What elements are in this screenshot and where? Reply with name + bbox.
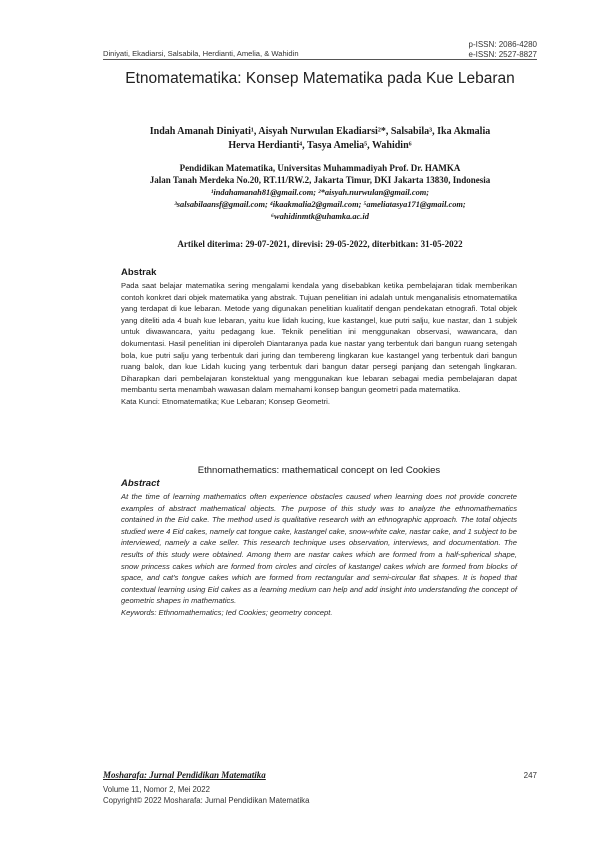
- abstrak-keywords: Kata Kunci: Etnomatematika; Kue Lebaran; Konsep Geometri.: [121, 396, 330, 406]
- english-title: Ethnomathematics: mathematical concept on Ied Cookies: [197, 465, 441, 476]
- email-line-2: ³salsabilaansf@gmail.com; ⁴ikaakmalia2@gmail.com; ⁵ameliatasya171@gmail.com;: [174, 200, 466, 209]
- article-dates: Artikel diterima: 29-07-2021, direvisi: 29-05-2022, diterbitkan: 31-05-2022: [177, 239, 463, 249]
- email-line-3: ⁶wahidinmtk@uhamka.ac.id: [271, 212, 369, 221]
- footer-volume: Volume 11, Nomor 2, Mei 2022: [103, 785, 210, 794]
- e-issn: e-ISSN: 2527-8827: [468, 50, 537, 59]
- author-line-2: Herva Herdianti⁴, Tasya Amelia⁵, Wahidin⁶: [228, 140, 412, 151]
- email-line-1: ¹indahamanah81@gmail.com; ²*aisyah.nurwulan@gmail.com;: [210, 188, 430, 197]
- abstrak-heading: Abstrak: [121, 267, 157, 278]
- page-number: 247: [523, 771, 537, 780]
- issn-block: [469, 40, 538, 60]
- footer-journal-name: Mosharafa: Jurnal Pendidikan Matematika: [103, 770, 266, 780]
- author-list: [103, 125, 537, 153]
- abstract-heading: Abstract: [121, 478, 160, 489]
- affiliation-line-1: Pendidikan Matematika, Universitas Muhammadiyah Prof. Dr. HAMKA: [179, 163, 461, 173]
- footer-copyright: Copyright© 2022 Mosharafa: Jurnal Pendidikan Matematika: [103, 796, 310, 805]
- p-issn: p-ISSN: 2086-4280: [468, 40, 537, 49]
- footer-info: [103, 784, 309, 806]
- affiliation-line-2: Jalan Tanah Merdeka No.20, RT.11/RW.2, Jakarta Timur, DKI Jakarta 13830, Indonesia: [149, 175, 491, 185]
- affiliation: [103, 162, 537, 186]
- abstrak-text: Pada saat belajar matematika sering mengalami kendala yang disebabkan ketika pembelajaran tidak memberikan contoh konkret dari objek matematika yang abstrak. Tujuan penelitian ini adalah untuk menganalisis etnomatematika yang terdapat di kue lebaran. Metode yang digunakan penelitian kualitatif dengan pendekatan etnografi. Total objek yang diteliti ada 4 buah kue lebaran, yaitu kue lidah kucing, kue kastangel, kue putri salju, kue nastar, dan 1 subjek untuk diwawancara, yaitu pedagang kue. Teknik penelitian ini menggunakan observasi, wawancara, dan dokumentasi. Hasil penelitian ini diperoleh Diantaranya pada kue nastar yang terbentuk dari bangun ruang setengah bola, kue putri salju yang terbentuk dari juring dan tembereng lingkaran kue kastangel yang terbentuk dari bangun ruang balok, dan kue Lidah kucing yang terbentuk dari bangun datar persegi panjang dan setengah lingkaran. Diharapkan dari pembelajaran konstektual yang menggunakan kue lebaran sebagai media pembelajaran dapat membantu serta menambah wawasan dalam memahami konsep bangun geometri pada matematika.: [121, 281, 517, 395]
- email-list: [103, 187, 537, 223]
- abstract-body: [121, 491, 517, 619]
- author-line-1: Indah Amanah Diniyati¹, Aisyah Nurwulan Ekadiarsi²*, Salsabila³, Ika Akmalia: [149, 126, 491, 137]
- abstrak-body: [121, 280, 517, 408]
- paper-title: Etnomatematika: Konsep Matematika pada Kue Lebaran: [125, 70, 515, 87]
- header-rule: [103, 59, 537, 60]
- abstract-keywords: Keywords: Ethnomathematics; Ied Cookies; geometry concept.: [121, 607, 333, 617]
- running-header-authors: Diniyati, Ekadiarsi, Salsabila, Herdianti, Amelia, & Wahidin: [103, 49, 299, 58]
- abstract-text: At the time of learning mathematics often experience obstacles caused when learning does not provide concrete examples of abstract mathematical objects. The purpose of this study was to analyze the ethnomathematics contained in the Eid cake. The method used is qualitative research with an ethnographic approach. The total objects studied were 4 Eid cakes, namely cat tongue cake, kastangel cake, snow-white cake, nastar cake, and 1 subject to be interviewed, namely a cake seller. This research technique uses observation, interviews, and documentation. The results of this study were obtained. Among them are nastar cakes which are formed from a half-spherical shape, snow princess cakes which are formed from circles and circles of kastangel cakes which are formed from blocks of space, and cat's tongue cakes which are formed from rectangular and semi-circular flat shapes. It is hoped that contextual learning using Eid cakes as a learning medium can help and add insight into understanding the concept of geometric shapes in mathematics.: [121, 492, 517, 606]
